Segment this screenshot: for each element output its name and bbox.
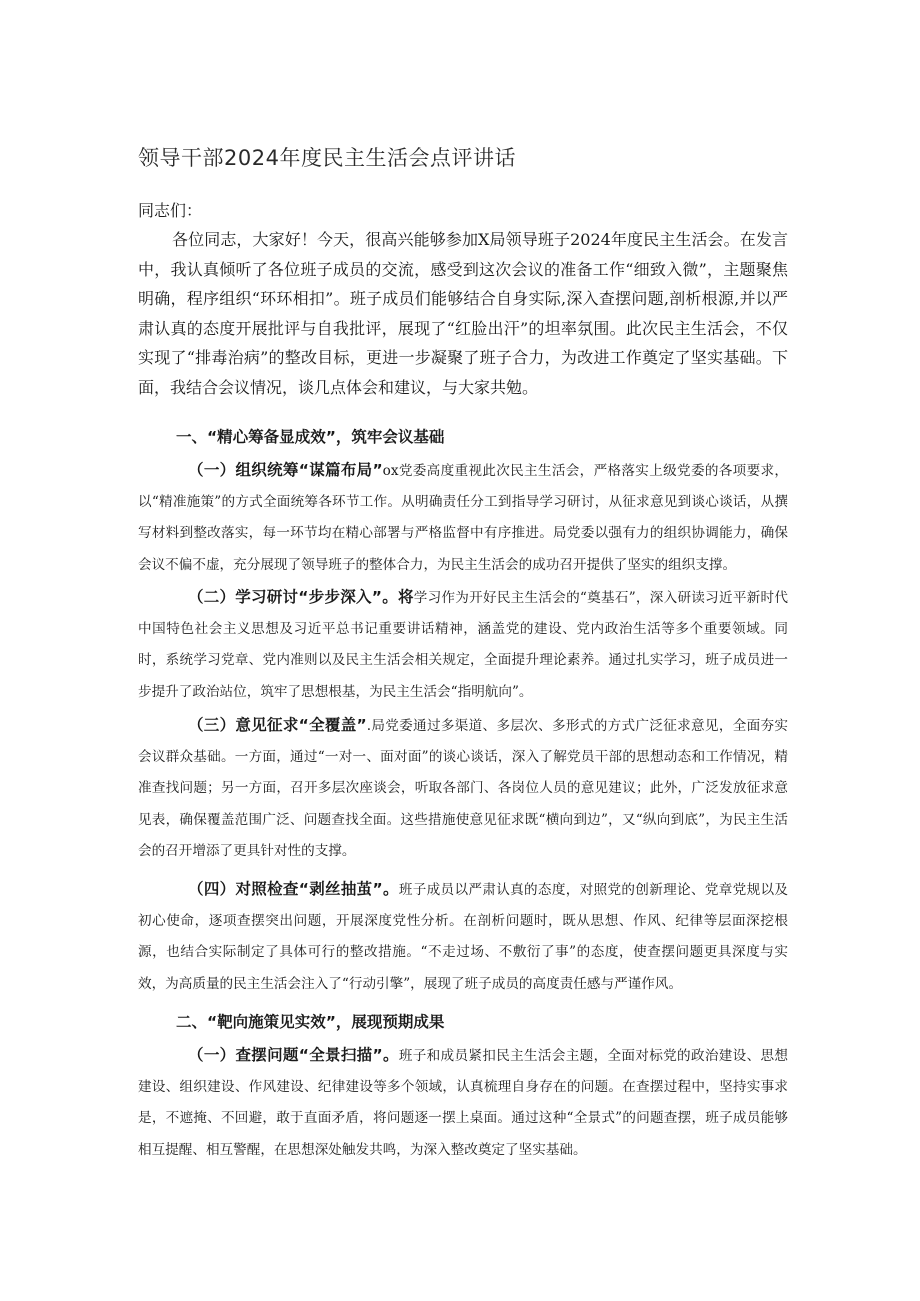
document-title: 领导干部2024年度民主生活会点评讲话 bbox=[138, 146, 516, 170]
section-1-item-4 bbox=[138, 874, 788, 1000]
section-1-item-3 bbox=[138, 710, 788, 867]
section-2-item-1-text: 班子和成员紧扣民主生活会主题，全面对标党的政治建设、思想建设、组织建设、作风建设、纪律建设等多个领域，认真梳理自身存在的问题。在查摆过程中，坚持实事求是，不遮掩、不回避，敢于直面矛盾，将问题逐一摆上桌面。通过这种“全景式”的问题查摆，班子成员能够相互提醒、相互警醒，在思想深处触发共鸣，为深入整改奠定了坚实基础。 bbox=[138, 1048, 789, 1158]
section-2-item-1-lead: （一）查摆问题“全景扫描”。 bbox=[188, 1046, 399, 1064]
section-2-item-1 bbox=[138, 1040, 788, 1166]
section-1-item-2-lead: （二）学习研讨“步步深入”。将 bbox=[188, 588, 414, 606]
section-1-heading: 一、“精心筹备显成效”，筑牢会议基础 bbox=[176, 428, 445, 446]
section-1-item-3-lead: （三）意见征求“全覆盖” bbox=[188, 716, 367, 734]
section-1-item-1-lead: （一）组织统筹“谋篇布局” bbox=[188, 461, 383, 479]
section-1-item-4-lead: （四）对照检查“剥丝抽茧”。 bbox=[188, 880, 399, 898]
greeting: 同志们： bbox=[138, 201, 203, 220]
section-1-item-3-text: .局党委通过多渠道、多层次、多形式的方式广泛征求意见，全面夯实会议群众基础。一方面，通过“一对一、面对面”的谈心谈话，深入了解党员干部的思想动态和工作情况，精准查找问题；另一方面，召开多层次座谈会，听取各部门、各岗位人员的意见建议；此外，广泛发放征求意见表，确保覆盖范围广泛、问题查找全面。这些措施使意见征求既“横向到边”，又“纵向到底”，为民主生活会的召开增添了更具针对性的支撑。 bbox=[138, 718, 789, 859]
section-1-item-4-text: 班子成员以严肃认真的态度，对照党的创新理论、党章党规以及初心使命，逐项查摆突出问题，开展深度党性分析。在剖析问题时，既从思想、作风、纪律等层面深挖根源，也结合实际制定了具体可行的整改措施。“不走过场、不敷衍了事”的态度，使查摆问题更具深度与实效，为高质量的民主生活会注入了“行动引擎”，展现了班子成员的高度责任感与严谨作风。 bbox=[138, 882, 789, 992]
section-1-item-2 bbox=[138, 582, 788, 708]
section-1-item-2-text: 学习作为开好民主生活会的“奠基石”，深入研读习近平新时代中国特色社会主义思想及习近平总书记重要讲话精神，涵盖党的建设、党内政治生活等多个重要领域。同时，系统学习党章、党内准则以及民主生活会相关规定，全面提升理论素养。通过扎实学习，班子成员进一步提升了政治站位，筑牢了思想根基，为民主生活会“指明航向”。 bbox=[138, 590, 788, 700]
section-1-item-1 bbox=[138, 455, 788, 581]
section-1-item-1-text: ox党委高度重视此次民主生活会，严格落实上级党委的各项要求，以“精准施策”的方式全面统筹各环节工作。从明确责任分工到指导学习研讨，从征求意见到谈心谈话，从撰写材料到整改落实，每一环节均在精心部署与严格监督中有序推进。局党委以强有力的组织协调能力，确保会议不偏不虚，充分展现了领导班子的整体合力，为民主生活会的成功召开提供了坚实的组织支撑。 bbox=[138, 463, 788, 573]
section-2-heading: 二、“靶向施策见实效”，展现预期成果 bbox=[176, 1013, 445, 1031]
intro-paragraph: 各位同志，大家好！今天，很高兴能够参加X局领导班子2024年度民主生活会。在发言中，我认真倾听了各位班子成员的交流，感受到这次会议的准备工作“细致入微”，主题聚焦明确，程序组织“环环相扣”。班子成员们能够结合自身实际,深入查摆问题,剖析根源,并以严肃认真的态度开展批评与自我批评，展现了“红脸出汗”的坦率氛围。此次民主生活会，不仅实现了“排毒治病”的整改目标，更进一步凝聚了班子合力，为改进工作奠定了坚实基础。下面，我结合会议情况，谈几点体会和建议，与大家共勉。 bbox=[138, 230, 788, 397]
